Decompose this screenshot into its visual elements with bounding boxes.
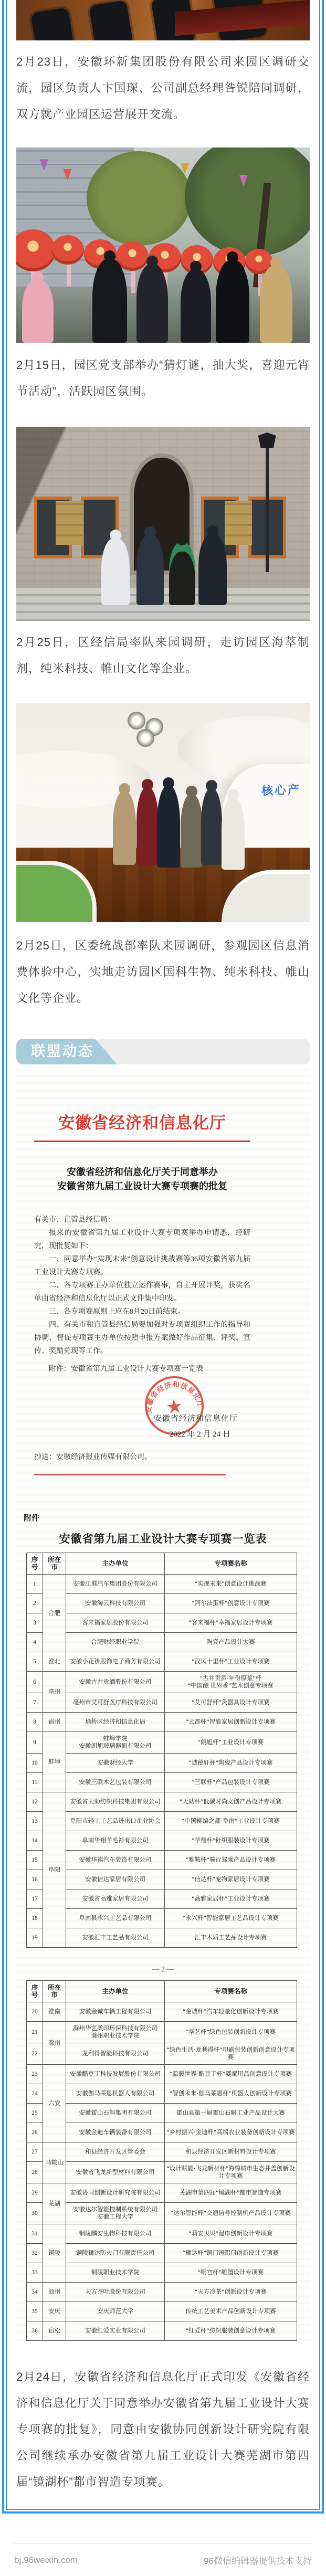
table-row [27,2203,297,2224]
cell-index: 30 [27,2203,43,2224]
red-bottom-rule [34,1474,226,1475]
person-silhouette [222,797,245,870]
cell-organizer: 和县经济开发区管委会 [66,2142,165,2162]
table-row [27,1870,297,1889]
cell-contest-name: 汇丰木质工艺品设计专项赛 [165,1928,297,1948]
cell-organizer: 安徽协同创新设计研究院有限公司 [66,2183,165,2203]
cell-organizer: 阜阳市轻工工艺品进出口企业协会 [66,1812,165,1831]
table-header-cell: 专项赛名称 [165,1981,297,2002]
table-header-row [27,1553,297,1575]
cell-organizer: 安徽小花褂服饰电子商务有限公司 [66,1652,165,1672]
cell-index: 21 [27,2022,43,2043]
cell-organizer: 阜南县永兴工艺品有限公司 [66,1909,165,1928]
table-header-cell: 序号 [27,1981,43,2002]
cell-city: 滁州 [43,2022,66,2065]
person-silhouette [181,794,203,868]
table-row [27,1773,297,1792]
cell-contest-name: “华翔杯”针织服装设计专项赛 [165,1831,297,1851]
table-row [27,2263,297,2283]
cell-contest-name: 芜湖市第四届“镜湖杯”都市智造专项赛 [165,2183,297,2203]
table-row [27,1928,297,1948]
seal-arc-text: 安徽省经济和信息化厅 [144,1380,205,1413]
cell-contest-name: “客来福杯”幸福家居设计专项赛 [165,1613,297,1633]
cell-organizer: 阜南华翔羊毛衫有限公司 [66,1831,165,1851]
cell-index: 16 [27,1870,43,1889]
table-row [27,1889,297,1909]
cell-contest-name: “汉风十里杯”工业设计专项赛 [165,1652,297,1672]
photo-lantern-festival [16,147,310,343]
person-silhouette [136,535,164,605]
cell-organizer: 安徽省飞龙新型材料有限公司 [66,2162,165,2183]
cell-organizer: 安徽财经大学 [66,1754,165,1773]
table-row [27,2142,297,2162]
cell-organizer: 安徽伽马莱恩机器人有限公司 [66,2084,165,2104]
table-header-cell: 主办单位 [66,1553,165,1575]
cell-index: 17 [27,1889,43,1909]
cell-index: 19 [27,1928,43,1948]
attachment-note: 附件：安徽省第九届工业设计大赛专项赛一览表 [49,1365,203,1373]
official-document-scan [16,1069,310,2341]
banner-gray-bar [95,1039,310,1064]
cell-organizer: 龙利得智能科技有限公司 [66,2043,165,2065]
cell-organizer: 安徽华祺汽车装饰有限公司 [66,1851,165,1870]
person-silhouette [136,787,159,865]
cell-organizer: 亳州市艾可舒医疗科技有限公司 [66,1693,165,1713]
photo-group-building [16,427,310,621]
article-content [6,0,320,2510]
cell-city: 安庆 [43,2302,66,2321]
person-silhouette [198,534,227,605]
cell-index: 7 [27,1693,43,1713]
cell-contest-name: “天方冷茶”创新设计专项赛 [165,2283,297,2302]
star-icon: ★ [165,1395,184,1418]
cell-index: 32 [27,2244,43,2263]
cell-organizer: 安徽霍山石斛集团有限公司 [66,2104,165,2123]
cell-index: 18 [27,1909,43,1928]
table-row [27,2123,297,2142]
cell-index: 13 [27,1812,43,1831]
news-paragraph: 2月25日，区经信局率队来园调研，走访园区海萃制剂，纯米科技、帷山文化等企业。 [16,636,310,675]
cell-contest-name: “红爱杯”纺织服装创意设计专项赛 [165,2321,297,2341]
table-row [27,1831,297,1851]
cell-organizer: 客来福家居股份有限公司 [66,1613,165,1633]
cell-contest-name: “实现未来”创意设计挑战赛 [165,1575,297,1594]
person-silhouette [169,542,195,605]
cell-index: 24 [27,2084,43,2104]
cell-index: 14 [27,1831,43,1851]
table-header-cell: 所在市 [43,1981,66,2002]
tree-shape [87,151,192,246]
street-lamp-shape [266,446,269,572]
photo-meeting-room [16,0,310,40]
cell-index: 29 [27,2183,43,2203]
ceiling-light-icon [128,712,145,730]
cell-index: 9 [27,1732,43,1754]
cell-index: 12 [27,1792,43,1812]
chair-shape [30,7,76,40]
table-row [27,2162,297,2183]
cell-contest-name: “金诚杯”汽车轻量化创新设计专项赛 [165,2002,297,2022]
cell-contest-name: “达尔智能杯”交通信号控制机产品设计专项赛 [165,2203,297,2224]
cell-index: 15 [27,1851,43,1870]
document-body [34,1213,250,1358]
cell-organizer: 铜陵狮达防火门有限责任公司 [66,2244,165,2263]
table-header-cell: 主办单位 [66,1981,165,2002]
cell-contest-name: 和县经济开发区新材料设计专项赛 [165,2142,297,2162]
cell-contest-name: “云都杯”智能家居创新设计专项赛 [165,1713,297,1732]
document-paragraph: 二、各专项赛主办单位独立运作赛事，自主开展评奖，获奖名单由省经济和信息化厅以正式文件集中印发。 [34,1282,250,1303]
cell-contest-name: “华艺杯”绿色包装创新设计专项赛 [165,2022,297,2043]
cell-index: 27 [27,2142,43,2162]
chair-shape [89,0,134,40]
cell-city: 宿州 [43,1713,66,1732]
table-row [27,1633,297,1652]
cc-line: 抄送：安徽经济报业传媒有限公司。 [34,1453,152,1461]
table-row [27,2302,297,2321]
cell-index: 3 [27,1613,43,1633]
cell-contest-name: “永兴杯”智能家居工艺品设计专项赛 [165,1909,297,1928]
document-title-line: 安徽省第九届工业设计大赛专项赛的批复 [57,1181,227,1191]
document-paragraph: 一、同意举办“实现未来”创意设计挑战赛等36项安徽省第九届工业设计大赛专项赛。 [34,1255,250,1276]
table-title: 安徽省第九届工业设计大赛专项赛一览表 [59,1533,267,1545]
document-paragraphs [34,1227,250,1358]
table-row [27,1594,297,1613]
table-row [27,2104,297,2123]
cell-contest-name: “朗旭杯”工业设计专项赛 [165,1732,297,1754]
cell-organizer: 安徽金迪车辆装备有限公司 [66,2123,165,2142]
table-row [27,1754,297,1773]
cell-contest-name: “古井贡酒·年份原浆”杯 “中国酿 世界香”艺术创意专项赛 [165,1672,297,1693]
table-row [27,2244,297,2263]
table-row [27,2002,297,2022]
cell-contest-name: “雅鞍杯”骑行驾乘产品设计专项赛 [165,1851,297,1870]
document-paragraph: 报来的安徽省第九届工业设计大赛专项赛举办申请悉，经研究，现批复如下： [34,1229,250,1250]
document-salutation: 有关市、直管县经信局： [34,1216,115,1224]
plaque-shape [56,501,83,545]
table-row [27,1713,297,1732]
table-row [27,2022,297,2043]
table-header-cell: 所在市 [43,1553,66,1575]
person-silhouette [92,259,127,343]
cell-index: 5 [27,1652,43,1672]
person-silhouette [260,265,292,343]
cell-organizer: 安徽三联木艺包装有限公司 [66,1773,165,1792]
cell-contest-name: “高雅家居杯”工业设计专项赛 [165,1889,297,1909]
cell-organizer: 埇桥区经济和信息化局 [66,1713,165,1732]
cell-contest-name: “诚德轩杯”陶瓷产品设计专项赛 [165,1754,297,1773]
plaque-shape [225,501,252,545]
cell-index: 1 [27,1575,43,1594]
cell-index: 22 [27,2043,43,2065]
cell-contest-name: “铜官杯”雕塑设计专项赛 [165,2263,297,2283]
cell-city: 马鞍山 [43,2142,66,2183]
person-silhouette [181,269,211,343]
table-row [27,1732,297,1754]
cell-index: 33 [27,2263,43,2283]
cell-city: 六安 [43,2065,66,2142]
table-row [27,2183,297,2203]
cell-organizer: 蚌埠学院 安徽朗旭玻璃器皿有限公司 [66,1732,165,1754]
cell-contest-name: “温暖世界·酷豆丁杯”婴童用品创意设计专项赛 [165,2065,297,2084]
cell-city: 池州 [43,2283,66,2302]
person-silhouette [157,786,180,868]
cell-index: 2 [27,1594,43,1613]
document-page-1 [34,1110,250,1475]
wall-text: 核心产 [261,783,301,798]
table-row [27,2321,297,2341]
cell-organizer: 安徽古井贡酒股份有限公司 [66,1672,165,1693]
person-silhouette [216,260,249,343]
cell-index: 8 [27,1713,43,1732]
photo-exhibition-hall [16,703,310,922]
cell-index: 23 [27,2065,43,2084]
cell-organizer: 安徽酷豆丁科技发展股份有限公司 [66,2065,165,2084]
cell-index: 26 [27,2123,43,2142]
person-silhouette [113,791,136,865]
table-header-cell: 专项赛名称 [165,1553,297,1575]
closing-paragraph: 2月24日，安徽省经济和信息化厅正式印发《安徽省经济和信息化厅关于同意举办安徽省第九届工业设计大赛专项赛的批复》，同意由安徽协同创新设计研究院有限公司继续承办安徽省第九届工业设计大赛芜湖市第四届“镜湖杯”都市智造专项赛。 [16,2370,310,2488]
document-title-line: 安徽省经济和信息化厅关于同意举办 [67,1167,218,1177]
cell-contest-name: “中国柳编之都·阜南”工业设计专项赛 [165,1812,297,1831]
cell-contest-name: 传统工艺美术产品创新设计专项赛 [165,2302,297,2321]
document-paragraph: 三、各专项赛原则上应在8月20日前结束。 [49,1308,185,1316]
cell-index: 36 [27,2321,43,2341]
cell-index: 28 [27,2162,43,2183]
sign-date: 2022 年 2 月 24 日 [169,1430,230,1439]
table-header-cell: 序号 [27,1553,43,1575]
cell-contest-name: 陶瓷产品设计大赛 [165,1633,297,1652]
cell-contest-name: “狮达杯”铜门铸铝门创新设计专项赛 [165,2244,297,2263]
table-row [27,1812,297,1831]
cell-index: 31 [27,2224,43,2244]
cell-organizer: 安徽省天助纺织科技集团有限公司 [66,1792,165,1812]
cell-organizer: 安徽红爱实业有限公司 [66,2321,165,2341]
table-row [27,1693,297,1713]
table-row [27,1652,297,1672]
document-title [34,1165,250,1194]
person-silhouette [201,788,222,865]
ceiling-light-icon [136,729,154,747]
signer-name: 安徽省经济和信息化厅 [153,1414,238,1423]
contest-table-page2 [26,1980,297,2341]
cell-organizer: 安徽金诚车辆工程有限公司 [66,2002,165,2022]
cell-index: 11 [27,1773,43,1792]
table-row [27,2065,297,2084]
person-silhouette [22,280,54,343]
cell-organizer: 合肥财经职业学院 [66,1633,165,1652]
person-silhouette [136,264,168,343]
chair-shape [151,0,196,40]
cell-city: 铜陵 [43,2224,66,2283]
document-paragraph: 四、有关市和直管县经信局要加强对专项赛组织工作的指导和协调，督促专项赛主办单位按照申报方案做好作品征集、评奖、宣传、奖励兑现等工作。 [34,1321,250,1355]
cell-organizer: 铜陵麟安生物科技有限公司 [66,2224,165,2244]
cell-index: 6 [27,1672,43,1693]
cell-index: 10 [27,1754,43,1773]
cell-index: 34 [27,2283,43,2302]
table-header-row [27,1981,297,2002]
table-row [27,2084,297,2104]
cell-city: 阜阳 [43,1792,66,1948]
cell-contest-name: “绿色生活·龙利得杯”印刷包装创新创意设计专项赛 [165,2043,297,2065]
page-number: — 2 — [152,1966,174,1973]
cell-contest-name: “阿尔法蛋杯”创意设计专项赛 [165,1594,297,1613]
footer-site-url: bj.96weixin.com [14,2554,78,2565]
table-row [27,2283,297,2302]
table-row [27,1575,297,1594]
cell-contest-name: “天助杯”低碳时尚文创产品设计专项赛 [165,1792,297,1812]
cell-organizer: 安庆师范大学 [66,2302,165,2321]
person-silhouette [101,538,130,605]
article-blue-frame [2,0,324,2514]
tree-shape [185,147,310,257]
cell-contest-name: “设计赋能·飞龙新材杯”海绵城市生态井盖创新设计专项赛 [165,2162,297,2183]
table-row [27,1851,297,1870]
table-row [27,2224,297,2244]
cell-contest-name: “智创未来·伽马莱恩杯”机器人创新设计专项赛 [165,2084,297,2104]
cell-organizer: 铜陵职业技术学院 [66,2263,165,2283]
page-footer [13,2543,313,2576]
cell-organizer: 安徽省高雅家居有限公司 [66,1889,165,1909]
cell-organizer: 天方茶叶股份有限公司 [66,2283,165,2302]
section-banner [16,1039,310,1064]
cell-city: 宿松 [43,2321,66,2341]
cell-city: 淮南 [43,2002,66,2022]
table-row [27,1672,297,1693]
cell-organizer: 安徽淘云科技有限公司 [66,1594,165,1613]
cell-city: 淮北 [43,1652,66,1672]
news-paragraph: 2月23日，安徽环新集团股份有限公司来园区调研交流，园区负责人卞国琛、公司副总经理昝锐陪同调研，双方就产业园区运营展开交流。 [16,55,310,121]
cell-city: 芜湖 [43,2183,66,2224]
table-row [27,2043,297,2065]
cell-contest-name: “三联杯”产品包装设计专项赛 [165,1773,297,1792]
news-paragraph: 2月15日，园区党支部举办“猜灯谜，抽大奖，喜迎元宵节活动”，活跃园区氛围。 [16,358,310,398]
cell-organizer: 安徽江淮汽车集团股份有限公司 [66,1575,165,1594]
attachment-label: 附件 [24,1514,40,1523]
cell-index: 35 [27,2302,43,2321]
cell-organizer: 安徽达尔智能控制系统有限公司 安徽工程大学 [66,2203,165,2224]
cell-index: 20 [27,2002,43,2022]
cell-city: 亳州 [43,1672,66,1713]
cell-organizer: 滁州华艺柔印环保科技有限公司 滁州职业技术学院 [66,2022,165,2043]
red-divider [34,1141,250,1142]
cell-city: 蚌埠 [43,1732,66,1792]
signature-area [34,1376,250,1454]
cell-organizer: 安徽汇丰工艺品有限公司 [66,1928,165,1948]
contest-table-page1 [26,1553,297,1948]
cell-contest-name: 霍山县第一届霍山石斛工业产品设计大赛 [165,2104,297,2123]
cell-organizer: 安徽信达家居有限公司 [66,1870,165,1889]
chair-shape [212,0,267,40]
cell-city: 合肥 [43,1575,66,1652]
table-row [27,1613,297,1633]
document-agency-title: 安徽省经济和信息化厅 [58,1114,226,1132]
table-row [27,1792,297,1812]
table-row [27,1909,297,1928]
cell-contest-name: “艾可舒杯”灸器具设计专项赛 [165,1693,297,1713]
footer-credit-text: 96微信编辑器提供技术支持 [204,2556,312,2566]
cell-index: 4 [27,1633,43,1652]
banner-label: 联盟动态 [31,1043,94,1059]
cell-contest-name: “信达杯”宠物家居设计专项赛 [165,1870,297,1889]
cell-contest-name: “莉安贝贝”湿巾创新设计专项赛 [165,2224,297,2244]
news-paragraph: 2月25日，区委统战部率队来园调研，参观园区信息消费体验中心，实地走访园区国科生物、纯米科技、帷山文化等企业。 [16,939,310,1005]
cell-index: 25 [27,2104,43,2123]
cell-contest-name: “乡村振兴·金迪杯”高端农业装备创新设计专项赛 [165,2123,297,2142]
